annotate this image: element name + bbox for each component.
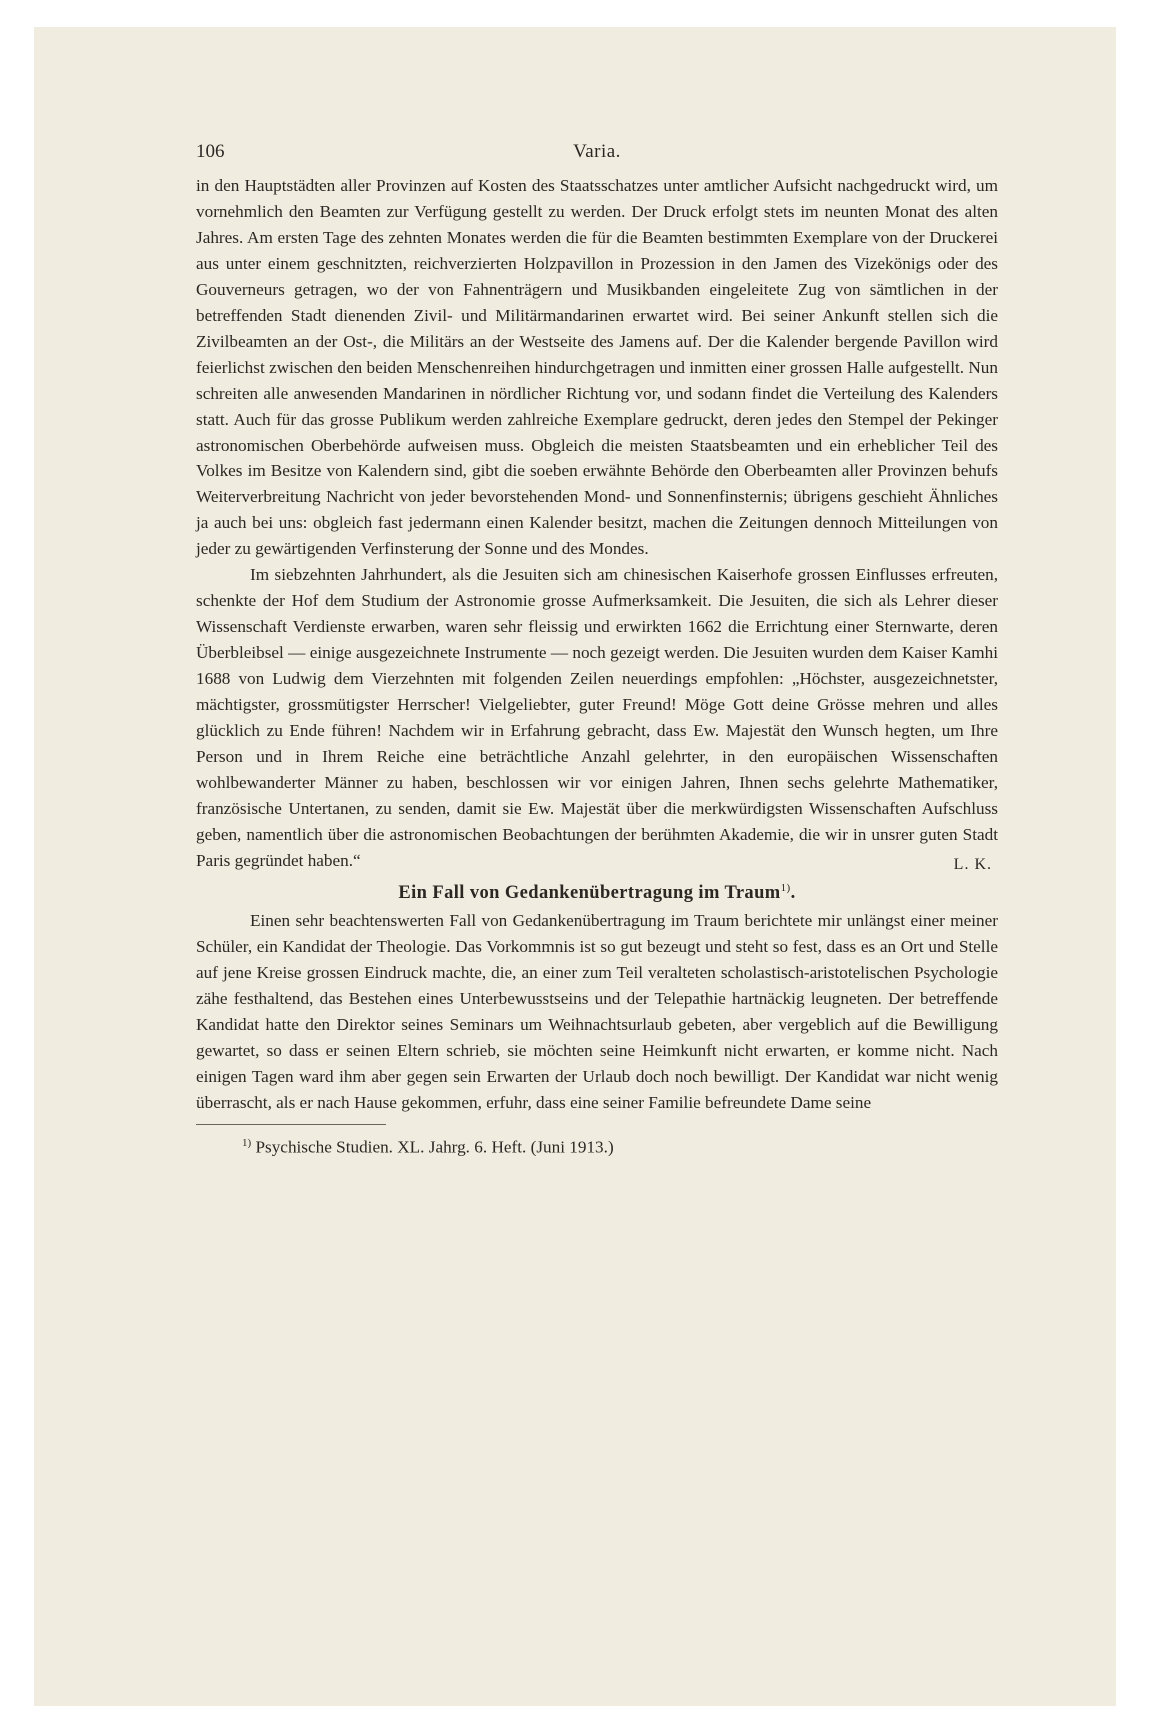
footnote-divider — [196, 1124, 386, 1125]
article-paragraph-3: Einen sehr beachtenswerten Fall von Gedankenübertragung im Traum berichtete mir unlängst einer meiner Schüler, ein Kandidat der Theologie. Das Vorkommnis ist so gut bezeugt und steht so fest, dass es an Ort und Stelle auf jene Kreise grossen Eindruck machte, die, an einer zum Teil veralteten scholastisch-aristotelischen Psychologie zähe festhaltend, das Bestehen eines Unterbewusstseins und der Telepathie hartnäckig leugneten. Der betreffende Kandidat hatte den Direktor seines Seminars um Weihnachtsurlaub gebeten, aber vergeblich auf die Bewilligung gewartet, so dass er seinen Eltern schrieb, sie möchten seine Heimkunft nicht erwarten, er komme nicht. Nach einigen Tagen ward ihm aber gegen sein Erwarten der Urlaub doch noch bewilligt. Der Kandidat war nicht wenig überrascht, als er nach Hause gekommen, erfuhr, dass eine seiner Familie befreundete Dame seine — [196, 910, 998, 1112]
footnote-reference: 1) — [780, 881, 791, 894]
article-paragraph-1: in den Hauptstädten aller Provinzen auf Kosten des Staatsschatzes unter amtlicher Aufsicht nachgedruckt wird, um vornehmlich den Beamten zur Verfügung gestellt zu werden. Der Druck erfolgt stets im neunten Monat des alten Jahres. Am ersten Tage des zehnten Monates werden die für die Beamten bestimmten Exemplare von der Druckerei aus unter einem geschnitzten, reichverzierten Holzpavillon in Prozession in den Jamen des Vizekönigs oder des Gouverneurs getragen, wo der von Fahnenträgern und Musikbanden eingeleitete Zug von sämtlichen in der betreffenden Stadt dienenden Zivil- und Militärmandarinen erwartet wird. Bei seiner Ankunft stellen sich die Zivilbeamten an der Ost-, die Militärs an der Westseite des Jamens auf. Der die Kalender bergende Pavillon wird feierlichst zwischen den beiden Menschenreihen hindurchgetragen und inmitten einer grossen Halle aufgestellt. Nun schreiten alle anwesenden Mandarinen in nördlicher Richtung vor, und sodann findet die Verteilung des Kalenders statt. Auch für das grosse Publikum werden zahlreiche Exemplare gedruckt, deren jedes den Stempel der Pekinger astronomischen Oberbehörde aufweisen muss. Obgleich die meisten Staatsbeamten und ein erheblicher Teil des Volkes im Besitze von Kalendern sind, gibt die soeben erwähnte Behörde den Oberbeamten aller Provinzen behufs Weiterverbreitung Nachricht von jeder bevorstehenden Mond- und Sonnenfinsternis; übrigens geschieht Ähnliches ja auch bei uns: obgleich fast jedermann einen Kalender besitzt, machen die Zeitungen dennoch Mitteilungen von jeder zu gewärtigenden Verfinsterung der Sonne und des Mondes. — [196, 176, 998, 559]
document-page — [196, 141, 998, 1159]
section-title-text: Ein Fall von Gedankenübertragung im Traum — [398, 882, 781, 903]
article-paragraph-2: Im siebzehnten Jahrhundert, als die Jesuiten sich am chinesischen Kaiserhofe grossen Einflusses erfreuten, schenkte der Hof dem Studium der Astronomie grosse Aufmerksamkeit. Die Jesuiten, die sich als Lehrer dieser Wissenschaft Verdienste erwarben, waren sehr fleissig und erwirkten 1662 die Errichtung einer Sternwarte, deren Überbleibsel — einige ausgezeichnete Instrumente — noch gezeigt werden. Die Jesuiten wurden dem Kaiser Kamhi 1688 von Ludwig dem Vierzehnten mit folgenden Zeilen neuerdings empfohlen: „Höchster, ausgezeichnetster, mächtigster, grossmütigster Herrscher! Vielgeliebter, guter Freund! Möge Gott deine Grösse mehren und alles glücklich zu Ende führen! Nachdem wir in Erfahrung gebracht, dass Ew. Majestät den Wunsch hegten, um Ihre Person und in Ihrem Reiche eine beträchtliche Anzahl gelehrter, in den europäischen Wissenschaften wohlbewanderter Männer zu haben, beschlossen wir vor einigen Jahren, Ihnen sechs gelehrte Mathematiker, französische Untertanen, zu senden, damit sie Ew. Majestät über die merkwürdigsten Wissenschaften Aufschluss geben, namentlich über die astronomischen Beobachtungen der berühmten Akademie, die wir in unsrer guten Stadt Paris gegründet haben.“ — [196, 565, 998, 870]
footnote — [196, 1131, 998, 1160]
section-title: Ein Fall von Gedankenübertragung im Traum$^{1)}$. — [398, 881, 796, 903]
author-signature: L. K. — [953, 855, 992, 873]
footnote-marker: 1) — [242, 1136, 252, 1149]
running-head — [196, 141, 998, 173]
footnote-text: Psychische Studien. XL. Jahrg. 6. Heft. (Juni 1913.) — [255, 1137, 614, 1157]
signature-block — [196, 562, 998, 873]
running-title: Varia. — [573, 141, 621, 162]
page-number: 106 — [196, 141, 225, 162]
